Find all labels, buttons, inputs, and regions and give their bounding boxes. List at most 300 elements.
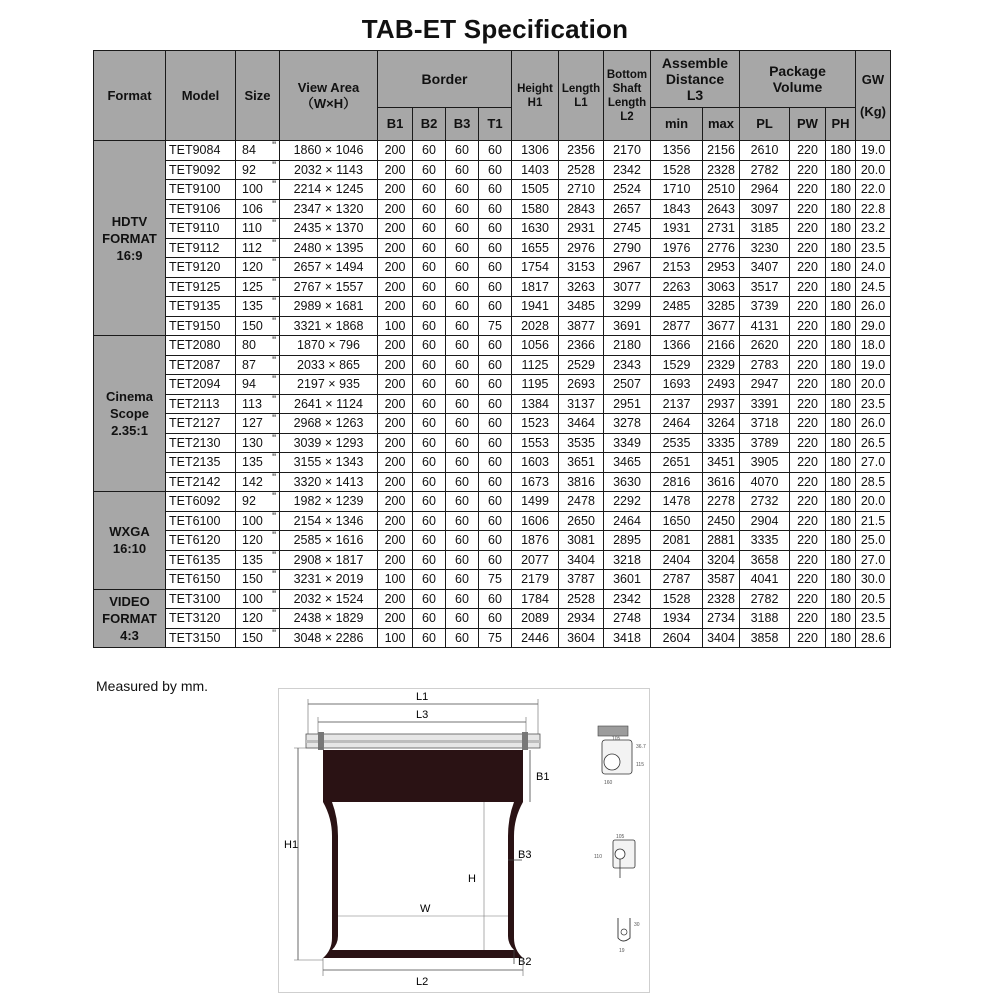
- header-format: Format: [94, 51, 166, 141]
- bracket-dim-6: 110: [594, 854, 602, 860]
- cell-b1: 200: [378, 297, 413, 317]
- cell-t1: 60: [479, 589, 512, 609]
- header-package: [740, 51, 856, 108]
- cell-package-pw: 220: [790, 414, 826, 434]
- cell-b3: 60: [446, 492, 479, 512]
- cell-view-area: 2989 × 1681: [280, 297, 378, 317]
- header-height: [512, 51, 559, 141]
- cell-b1: 200: [378, 199, 413, 219]
- format-group-label-line: Cinema: [106, 389, 153, 404]
- table-row: [94, 375, 891, 395]
- cell-assemble-min: 1934: [651, 609, 703, 629]
- cell-model: TET9112: [166, 238, 236, 258]
- cell-package-pw: 220: [790, 453, 826, 473]
- cell-b2: 60: [413, 589, 446, 609]
- cell-model: TET9084: [166, 141, 236, 161]
- cell-assemble-max: 2450: [703, 511, 740, 531]
- size-value: 113: [242, 396, 262, 411]
- size-value: 92: [242, 494, 256, 509]
- size-value: 150: [242, 572, 263, 587]
- size-inch-mark: ": [272, 179, 276, 191]
- table-row: [94, 297, 891, 317]
- cell-view-area: 2154 × 1346: [280, 511, 378, 531]
- header-view-area: [280, 51, 378, 141]
- cell-assemble-max: 3063: [703, 277, 740, 297]
- size-value: 120: [242, 533, 263, 548]
- table-row: [94, 609, 891, 629]
- table-row: [94, 453, 891, 473]
- cell-package-pl: 3188: [740, 609, 790, 629]
- wall-bracket-roller: [615, 849, 625, 859]
- cell-b2: 60: [413, 531, 446, 551]
- size-value: 100: [242, 513, 263, 528]
- cell-b1: 200: [378, 453, 413, 473]
- cell-package-pw: 220: [790, 258, 826, 278]
- cell-height-h1: 1523: [512, 414, 559, 434]
- cell-package-pw: 220: [790, 141, 826, 161]
- header-ph: PH: [826, 108, 856, 141]
- cell-assemble-min: 2816: [651, 472, 703, 492]
- size-inch-mark: ": [272, 355, 276, 367]
- size-inch-mark: ": [272, 316, 276, 328]
- cell-assemble-max: 3587: [703, 570, 740, 590]
- cell-assemble-max: 2731: [703, 219, 740, 239]
- cell-assemble-max: 2328: [703, 160, 740, 180]
- cell-length-l1: 2366: [559, 336, 604, 356]
- header-b2: B2: [413, 108, 446, 141]
- cell-package-pl: 2620: [740, 336, 790, 356]
- size-value: 120: [242, 611, 263, 626]
- size-inch-mark: ": [272, 199, 276, 211]
- header-height-title: Height: [517, 82, 553, 95]
- cell-length-l1: 2710: [559, 180, 604, 200]
- cell-b1: 100: [378, 628, 413, 648]
- cell-package-pw: 220: [790, 355, 826, 375]
- bracket-dim-8: 19: [619, 948, 625, 954]
- cell-size: [236, 180, 280, 200]
- cell-bottom-shaft-l2: 3418: [604, 628, 651, 648]
- cell-bottom-shaft-l2: 2507: [604, 375, 651, 395]
- header-bottom-shaft-3: Length: [607, 96, 647, 109]
- cell-package-pw: 220: [790, 628, 826, 648]
- cell-gw: 22.0: [856, 180, 891, 200]
- cell-model: TET9106: [166, 199, 236, 219]
- cell-package-pw: 220: [790, 492, 826, 512]
- header-pw: PW: [790, 108, 826, 141]
- cell-package-ph: 180: [826, 316, 856, 336]
- cell-model: TET2094: [166, 375, 236, 395]
- cell-bottom-shaft-l2: 3691: [604, 316, 651, 336]
- cell-package-pl: 3517: [740, 277, 790, 297]
- size-value: 142: [242, 474, 263, 489]
- format-group-label-line: Scope: [109, 406, 149, 421]
- cell-b2: 60: [413, 336, 446, 356]
- cell-assemble-min: 1843: [651, 199, 703, 219]
- cell-b3: 60: [446, 141, 479, 161]
- cell-b2: 60: [413, 180, 446, 200]
- cell-assemble-max: 2643: [703, 199, 740, 219]
- size-value: 100: [242, 591, 263, 606]
- cell-height-h1: 1655: [512, 238, 559, 258]
- cell-package-pl: 2782: [740, 589, 790, 609]
- cell-view-area: 2908 × 1817: [280, 550, 378, 570]
- diagram-label-b1: B1: [536, 771, 550, 783]
- size-inch-mark: ": [272, 530, 276, 542]
- cell-b3: 60: [446, 238, 479, 258]
- cell-height-h1: 1941: [512, 297, 559, 317]
- format-group-label: [94, 141, 166, 336]
- cell-package-pw: 220: [790, 589, 826, 609]
- cell-size: [236, 219, 280, 239]
- cell-b3: 60: [446, 336, 479, 356]
- cell-b3: 60: [446, 628, 479, 648]
- cell-b2: 60: [413, 472, 446, 492]
- header-assemble-sub: L3: [686, 87, 704, 103]
- cell-b3: 60: [446, 199, 479, 219]
- cell-bottom-shaft-l2: 2524: [604, 180, 651, 200]
- size-value: 106: [242, 201, 263, 216]
- cell-package-pl: 3858: [740, 628, 790, 648]
- format-group-label-line: FORMAT: [102, 610, 157, 626]
- cell-package-ph: 180: [826, 258, 856, 278]
- cell-view-area: 3231 × 2019: [280, 570, 378, 590]
- size-inch-mark: ": [272, 452, 276, 464]
- cell-assemble-max: 3616: [703, 472, 740, 492]
- cell-size: [236, 628, 280, 648]
- cell-length-l1: 3816: [559, 472, 604, 492]
- cell-assemble-min: 2485: [651, 297, 703, 317]
- cell-model: TET2113: [166, 394, 236, 414]
- diagram-label-h: H: [468, 873, 476, 885]
- size-inch-mark: ": [272, 491, 276, 503]
- cell-b2: 60: [413, 297, 446, 317]
- cell-size: [236, 511, 280, 531]
- cell-height-h1: 1056: [512, 336, 559, 356]
- cell-package-pl: 2783: [740, 355, 790, 375]
- cell-model: TET3100: [166, 589, 236, 609]
- cell-package-ph: 180: [826, 336, 856, 356]
- cell-bottom-shaft-l2: 3077: [604, 277, 651, 297]
- cell-b2: 60: [413, 550, 446, 570]
- size-value: 135: [242, 299, 263, 314]
- cell-package-pw: 220: [790, 277, 826, 297]
- cell-bottom-shaft-l2: 2895: [604, 531, 651, 551]
- cell-view-area: 3048 × 2286: [280, 628, 378, 648]
- format-group-label-line: 16:9: [116, 247, 143, 263]
- header-view-area-sub: （W×H）: [300, 95, 357, 111]
- cell-size: [236, 258, 280, 278]
- cell-height-h1: 1673: [512, 472, 559, 492]
- cell-height-h1: 1553: [512, 433, 559, 453]
- cell-b2: 60: [413, 609, 446, 629]
- cell-package-pw: 220: [790, 511, 826, 531]
- cell-height-h1: 2179: [512, 570, 559, 590]
- cell-length-l1: 3787: [559, 570, 604, 590]
- cell-view-area: 2767 × 1557: [280, 277, 378, 297]
- cell-package-pw: 220: [790, 394, 826, 414]
- cell-assemble-min: 2153: [651, 258, 703, 278]
- ceiling-plate: [598, 726, 628, 736]
- cell-model: TET2127: [166, 414, 236, 434]
- cell-size: [236, 433, 280, 453]
- cell-b2: 60: [413, 141, 446, 161]
- cell-length-l1: 2843: [559, 199, 604, 219]
- header-bottom-shaft-2: Shaft: [612, 82, 642, 95]
- cell-package-pl: 2732: [740, 492, 790, 512]
- cell-t1: 60: [479, 414, 512, 434]
- cell-b3: 60: [446, 453, 479, 473]
- cell-b1: 200: [378, 433, 413, 453]
- format-group-label-line: WXGA: [109, 524, 150, 540]
- cell-model: TET3120: [166, 609, 236, 629]
- table-row: [94, 492, 891, 512]
- cell-gw: 23.5: [856, 609, 891, 629]
- cell-bottom-shaft-l2: 2343: [604, 355, 651, 375]
- cell-b2: 60: [413, 160, 446, 180]
- cell-model: TET2130: [166, 433, 236, 453]
- cell-b2: 60: [413, 199, 446, 219]
- cell-length-l1: 3877: [559, 316, 604, 336]
- cell-bottom-shaft-l2: 3218: [604, 550, 651, 570]
- cell-package-pl: 4070: [740, 472, 790, 492]
- cell-b3: 60: [446, 589, 479, 609]
- cell-package-ph: 180: [826, 238, 856, 258]
- cell-model: TET9100: [166, 180, 236, 200]
- cell-t1: 60: [479, 258, 512, 278]
- size-inch-mark: ": [272, 413, 276, 425]
- format-group-label-line: 16:10: [112, 541, 147, 557]
- cell-b2: 60: [413, 316, 446, 336]
- cell-size: [236, 277, 280, 297]
- cell-length-l1: 3604: [559, 628, 604, 648]
- cell-height-h1: 1306: [512, 141, 559, 161]
- header-gw: [856, 51, 891, 141]
- cell-package-pw: 220: [790, 531, 826, 551]
- cell-assemble-max: 2156: [703, 141, 740, 161]
- cell-assemble-min: 2651: [651, 453, 703, 473]
- cell-view-area: 2585 × 1616: [280, 531, 378, 551]
- cell-gw: 27.0: [856, 550, 891, 570]
- cell-package-pl: 3407: [740, 258, 790, 278]
- cell-model: TET3150: [166, 628, 236, 648]
- cell-assemble-min: 1366: [651, 336, 703, 356]
- cell-package-ph: 180: [826, 609, 856, 629]
- cell-b3: 60: [446, 570, 479, 590]
- size-value: 127: [242, 416, 263, 431]
- cell-model: TET6150: [166, 570, 236, 590]
- header-bottom-shaft: [604, 51, 651, 141]
- diagram-label-l3: L3: [416, 709, 429, 721]
- cell-b2: 60: [413, 453, 446, 473]
- cell-assemble-max: 2881: [703, 531, 740, 551]
- table-row: [94, 277, 891, 297]
- cell-gw: 29.0: [856, 316, 891, 336]
- cell-b1: 200: [378, 355, 413, 375]
- header-assemble-1: Assemble: [661, 55, 729, 71]
- cell-b3: 60: [446, 160, 479, 180]
- cell-assemble-max: 2166: [703, 336, 740, 356]
- cell-package-ph: 180: [826, 375, 856, 395]
- cell-package-ph: 180: [826, 570, 856, 590]
- cell-gw: 22.8: [856, 199, 891, 219]
- cell-length-l1: 3535: [559, 433, 604, 453]
- cell-b3: 60: [446, 531, 479, 551]
- table-row: [94, 589, 891, 609]
- size-inch-mark: ": [272, 374, 276, 386]
- size-inch-mark: ": [272, 472, 276, 484]
- cell-b3: 60: [446, 180, 479, 200]
- cell-package-pl: 3335: [740, 531, 790, 551]
- cell-package-pl: 3658: [740, 550, 790, 570]
- cell-view-area: 2032 × 1524: [280, 589, 378, 609]
- cell-assemble-min: 1931: [651, 219, 703, 239]
- cell-b2: 60: [413, 628, 446, 648]
- cell-t1: 60: [479, 238, 512, 258]
- table-row: [94, 160, 891, 180]
- cell-package-ph: 180: [826, 453, 856, 473]
- bracket-right: [522, 732, 528, 750]
- size-inch-mark: ": [272, 394, 276, 406]
- cell-t1: 60: [479, 141, 512, 161]
- cell-b3: 60: [446, 472, 479, 492]
- format-group-label: [94, 336, 166, 492]
- cell-length-l1: 2528: [559, 160, 604, 180]
- cell-assemble-max: 3404: [703, 628, 740, 648]
- size-value: 84: [242, 143, 256, 158]
- cell-view-area: 2197 × 935: [280, 375, 378, 395]
- cell-b1: 200: [378, 492, 413, 512]
- measured-note: Measured by mm.: [96, 678, 209, 694]
- cell-t1: 60: [479, 199, 512, 219]
- cell-model: TET9120: [166, 258, 236, 278]
- cell-b2: 60: [413, 570, 446, 590]
- cell-model: TET6120: [166, 531, 236, 551]
- cell-t1: 60: [479, 511, 512, 531]
- cell-package-ph: 180: [826, 297, 856, 317]
- cell-assemble-min: 2877: [651, 316, 703, 336]
- cell-length-l1: 2934: [559, 609, 604, 629]
- size-value: 87: [242, 357, 256, 372]
- header-t1: T1: [479, 108, 512, 141]
- diagram-label-l2: L2: [416, 976, 429, 988]
- cell-length-l1: 3263: [559, 277, 604, 297]
- cell-package-pw: 220: [790, 199, 826, 219]
- size-value: 130: [242, 435, 263, 450]
- cell-b1: 100: [378, 316, 413, 336]
- cell-length-l1: 3081: [559, 531, 604, 551]
- cell-bottom-shaft-l2: 3349: [604, 433, 651, 453]
- header-border: Border: [378, 51, 512, 108]
- cell-model: TET2142: [166, 472, 236, 492]
- cell-length-l1: 3137: [559, 394, 604, 414]
- cell-bottom-shaft-l2: 2170: [604, 141, 651, 161]
- size-value: 92: [242, 162, 256, 177]
- format-group-label-line: VIDEO: [109, 593, 150, 609]
- diagram-label-b3: B3: [518, 849, 532, 861]
- cell-bottom-shaft-l2: 2180: [604, 336, 651, 356]
- cell-package-ph: 180: [826, 219, 856, 239]
- header-view-area-title: View Area: [297, 79, 360, 95]
- cell-t1: 60: [479, 531, 512, 551]
- cell-b2: 60: [413, 238, 446, 258]
- cell-package-ph: 180: [826, 511, 856, 531]
- header-length-title: Length: [561, 82, 601, 95]
- cell-size: [236, 199, 280, 219]
- cell-assemble-min: 1528: [651, 160, 703, 180]
- cell-package-pl: 3097: [740, 199, 790, 219]
- cell-gw: 20.0: [856, 375, 891, 395]
- cell-assemble-max: 2937: [703, 394, 740, 414]
- diagram-label-h1: H1: [284, 839, 299, 851]
- cell-view-area: 2214 × 1245: [280, 180, 378, 200]
- cell-package-pl: 3185: [740, 219, 790, 239]
- cell-gw: 21.5: [856, 511, 891, 531]
- cell-package-ph: 180: [826, 589, 856, 609]
- cell-length-l1: 3464: [559, 414, 604, 434]
- cell-assemble-max: 3451: [703, 453, 740, 473]
- cell-b2: 60: [413, 258, 446, 278]
- cell-assemble-max: 2329: [703, 355, 740, 375]
- cell-height-h1: 1195: [512, 375, 559, 395]
- housing-stripe: [306, 740, 540, 743]
- cell-size: [236, 472, 280, 492]
- cell-b2: 60: [413, 277, 446, 297]
- cell-height-h1: 1603: [512, 453, 559, 473]
- cell-t1: 60: [479, 355, 512, 375]
- cell-model: TET2135: [166, 453, 236, 473]
- cell-assemble-max: 2776: [703, 238, 740, 258]
- cell-length-l1: 2478: [559, 492, 604, 512]
- cell-assemble-min: 1650: [651, 511, 703, 531]
- cell-package-ph: 180: [826, 199, 856, 219]
- cell-size: [236, 160, 280, 180]
- cell-t1: 60: [479, 609, 512, 629]
- cell-view-area: 2968 × 1263: [280, 414, 378, 434]
- cell-size: [236, 297, 280, 317]
- table-row: [94, 414, 891, 434]
- size-inch-mark: ": [272, 589, 276, 601]
- cell-package-pl: 2610: [740, 141, 790, 161]
- size-value: 100: [242, 182, 263, 197]
- cell-gw: 24.5: [856, 277, 891, 297]
- size-inch-mark: ": [272, 550, 276, 562]
- cell-b1: 200: [378, 472, 413, 492]
- cell-bottom-shaft-l2: 2790: [604, 238, 651, 258]
- cell-bottom-shaft-l2: 2464: [604, 511, 651, 531]
- cell-bottom-shaft-l2: 3465: [604, 453, 651, 473]
- table-row: [94, 258, 891, 278]
- cell-package-ph: 180: [826, 180, 856, 200]
- bracket-dim-4: 160: [604, 780, 613, 786]
- cell-b1: 200: [378, 238, 413, 258]
- table-row: [94, 472, 891, 492]
- cell-assemble-max: 2493: [703, 375, 740, 395]
- cell-assemble-min: 2137: [651, 394, 703, 414]
- cell-package-pl: 3391: [740, 394, 790, 414]
- cell-b3: 60: [446, 511, 479, 531]
- cell-length-l1: 2650: [559, 511, 604, 531]
- table-row: [94, 199, 891, 219]
- cell-view-area: 3039 × 1293: [280, 433, 378, 453]
- cell-b3: 60: [446, 375, 479, 395]
- table-row: [94, 550, 891, 570]
- cell-assemble-min: 2535: [651, 433, 703, 453]
- cell-model: TET9125: [166, 277, 236, 297]
- table-row: [94, 628, 891, 648]
- cell-package-ph: 180: [826, 160, 856, 180]
- cell-size: [236, 492, 280, 512]
- cell-height-h1: 1784: [512, 589, 559, 609]
